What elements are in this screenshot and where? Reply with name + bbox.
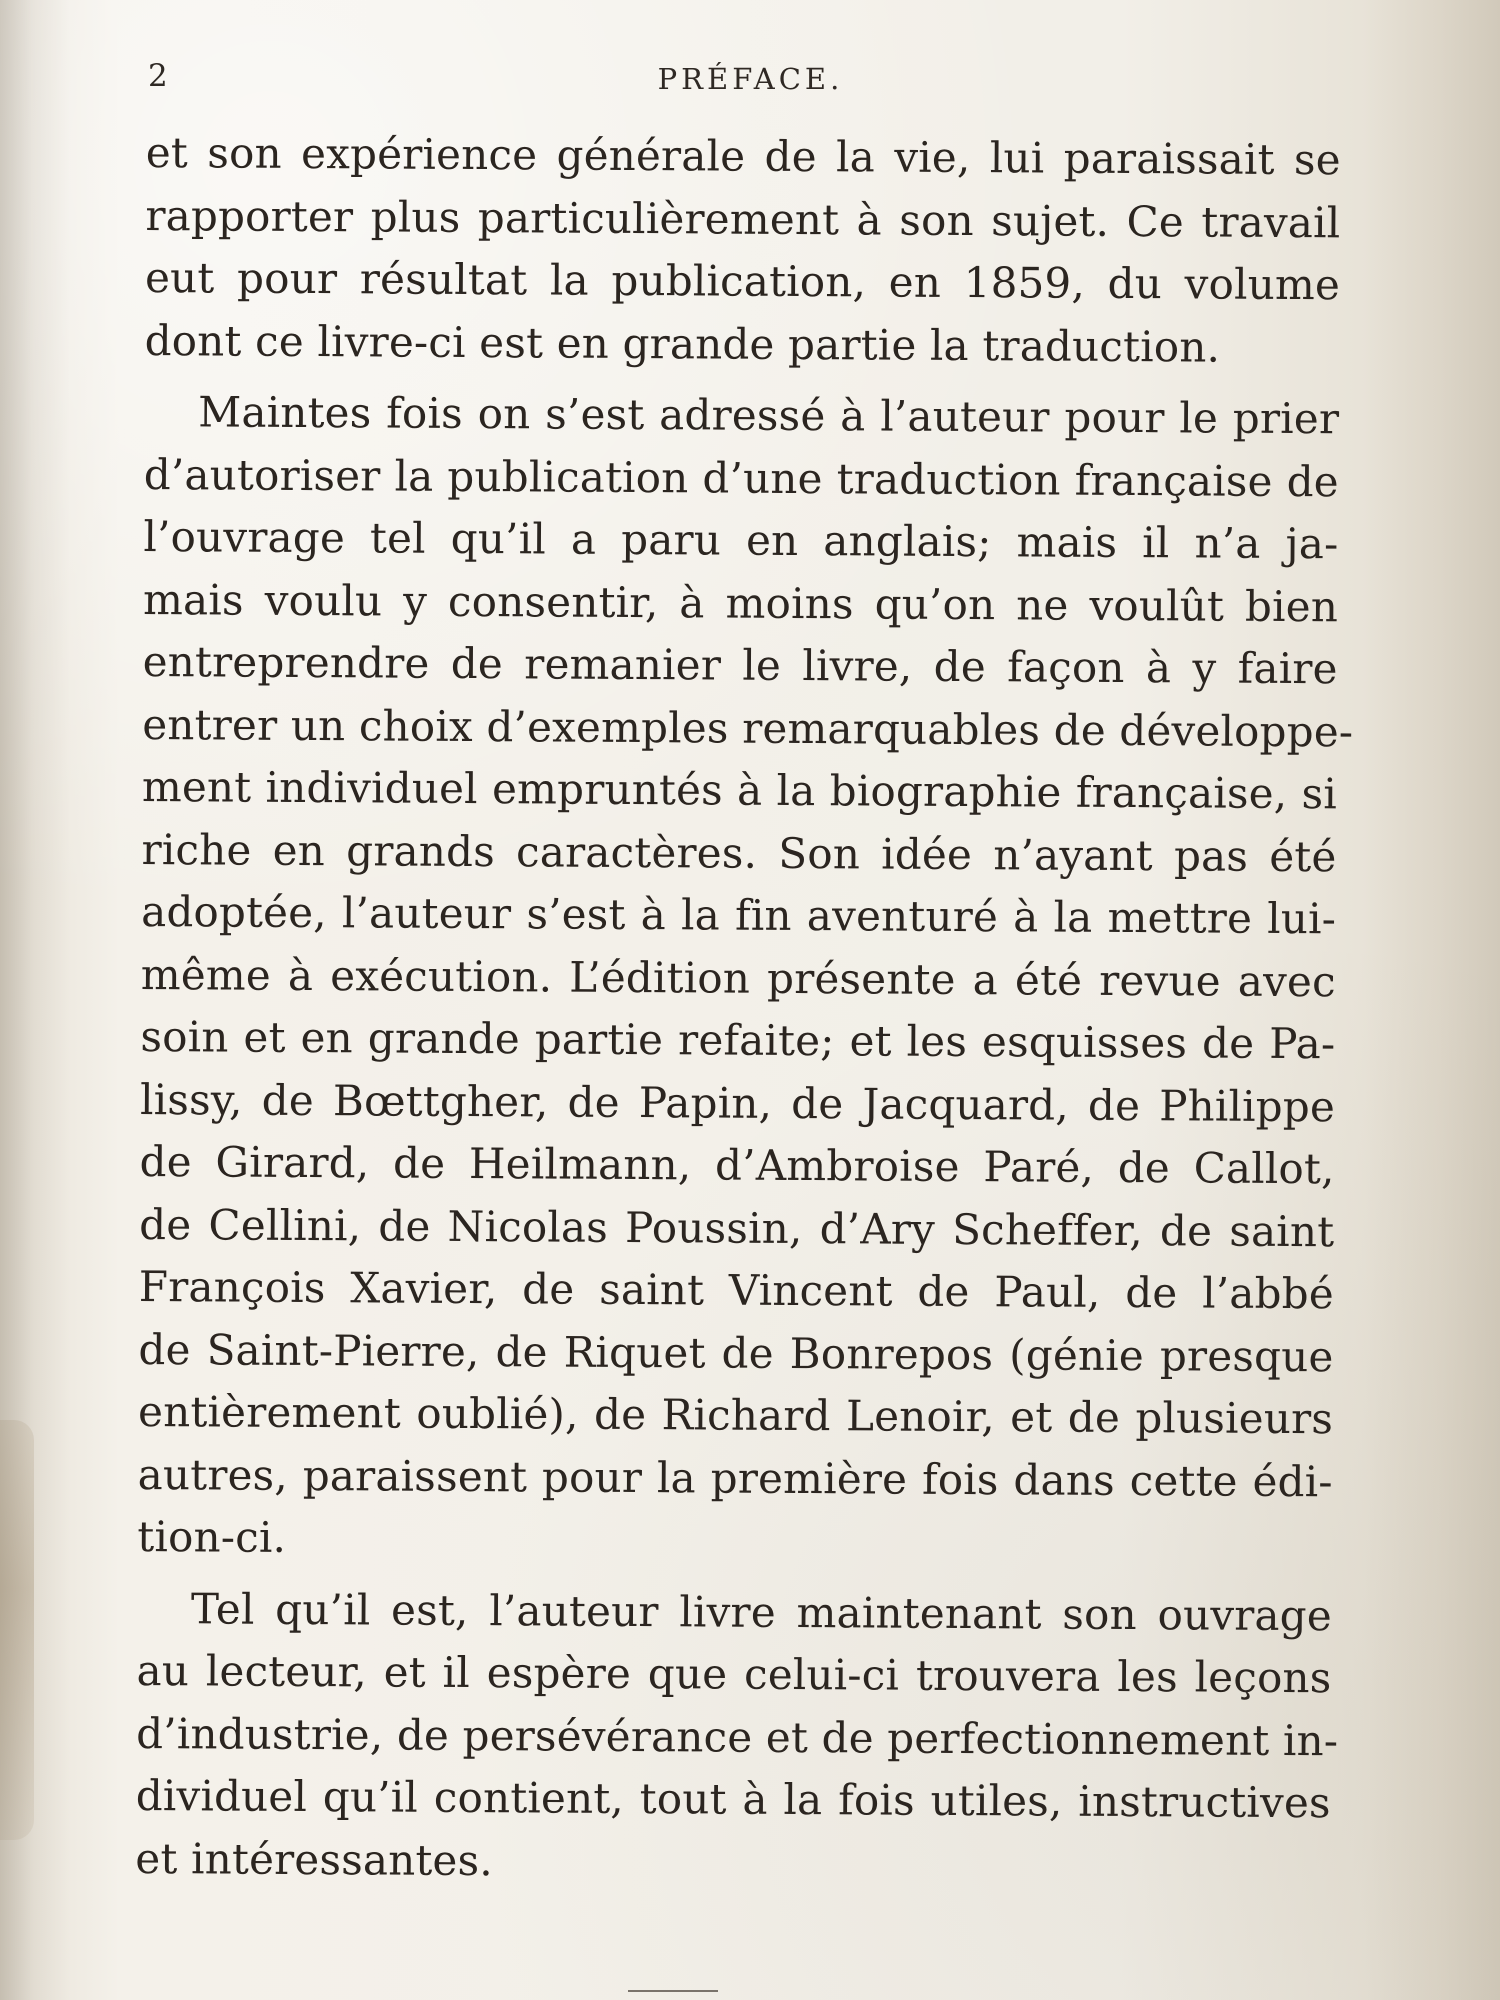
text-line: ment individuel empruntés à la biographie française, si [141, 761, 1338, 819]
text-line: et son expérience générale de la vie, lui paraissait se [145, 127, 1341, 185]
text-line: mais voulu y consentir, à moins qu’on ne voulût bien [142, 574, 1339, 631]
text-line: et intéressantes. [135, 1833, 494, 1885]
text-line: Tel qu’il est, l’auteur livre maintenant son ouvrage [190, 1583, 1333, 1640]
text-line: rapporter plus particulièrement à son sujet. Ce travail [145, 190, 1341, 247]
text-line: soin et en grande partie refaite; et les esquisses de Pa- [140, 1011, 1336, 1069]
text-line: de Cellini, de Nicolas Poussin, d’Ary Scheffer, de saint [139, 1199, 1335, 1256]
text-line: d’industrie, de persévérance et de perfectionnement in- [136, 1708, 1339, 1765]
text-line: entrer un choix d’exemples remarquables de développe- [142, 699, 1354, 756]
page-number: 2 [148, 58, 169, 94]
text-line: eut pour résultat la publication, en 1859, du volume [144, 252, 1341, 310]
running-head: PRÉFACE. [657, 62, 844, 96]
text-line: de Saint-Pierre, de Riquet de Bonrepos (génie presque [138, 1324, 1334, 1381]
paper-stain [0, 1420, 34, 1840]
text-line: tion-ci. [137, 1511, 287, 1562]
paragraph-2 [137, 381, 1354, 1576]
text-line: lissy, de Bœttgher, de Papin, de Jacquard, de Philippe [139, 1074, 1336, 1131]
text-line: au lecteur, et il espère que celui-ci trouvera les leçons [136, 1645, 1332, 1703]
text-line: entièrement oublié), de Richard Lenoir, et de plusieurs [137, 1386, 1334, 1444]
paragraph-3 [135, 1577, 1339, 1897]
footer-rule [628, 1990, 718, 1992]
text-line: l’ouvrage tel qu’il a paru en anglais; mais il n’a ja- [143, 511, 1339, 569]
text-line: dont ce livre-ci est en grande partie la traduction. [144, 315, 1221, 372]
paragraph-1 [144, 122, 1341, 379]
page-edge-shadow [1365, 0, 1500, 2000]
body-text [135, 122, 1354, 1897]
text-line: dividuel qu’il contient, tout à la fois utiles, instructives [135, 1770, 1331, 1828]
text-line: même à exécution. L’édition présente a été revue avec [140, 949, 1336, 1006]
text-line: de Girard, de Heilmann, d’Ambroise Paré, de Callot, [139, 1136, 1335, 1194]
text-line: entreprendre de remanier le livre, de façon à y faire [142, 636, 1338, 694]
text-line: autres, paraissent pour la première fois dans cette édi- [137, 1449, 1333, 1506]
text-line: adoptée, l’auteur s’est à la fin aventuré à la mettre lui- [141, 886, 1337, 944]
text-line: François Xavier, de saint Vincent de Paul, de l’abbé [138, 1261, 1335, 1319]
text-line: Maintes fois on s’est adressé à l’auteur pour le prier [198, 387, 1340, 444]
page-header [148, 56, 1358, 106]
text-line: riche en grands caractères. Son idée n’ayant pas été [141, 824, 1337, 881]
text-line: d’autoriser la publication d’une traduction française de [143, 449, 1339, 506]
